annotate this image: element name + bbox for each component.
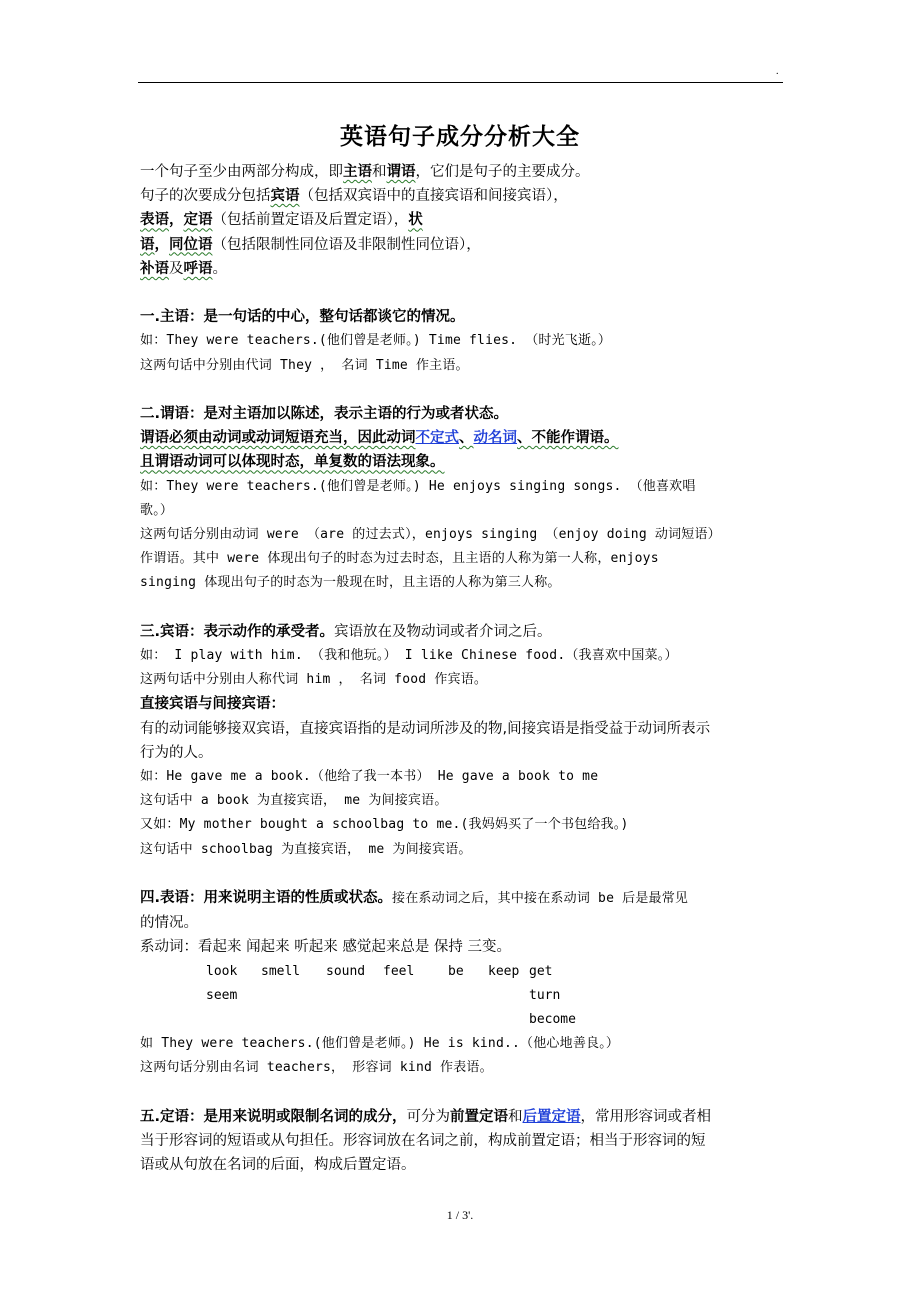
section-2-note-1: 这两句话分别由动词 were （are 的过去式），enjoys singing （enjoy doing 动词短语） xyxy=(140,527,721,543)
linking-verbs-row-1 xyxy=(140,960,782,984)
document-body xyxy=(140,160,782,1177)
section-2-example-1: 如：They were teachers.(他们曾是老师。) He enjoys singing songs. （他喜欢唱 xyxy=(140,478,696,494)
verb-seem: seem xyxy=(206,987,238,1003)
verb-get: get xyxy=(529,963,553,979)
postpositive-attributive-link[interactable]: 后置定语 xyxy=(522,1108,581,1125)
section-3-note-3: 这句话中 schoolbag 为直接宾语， me 为间接宾语。 xyxy=(140,841,472,857)
section-3-heading: 三.宾语：表示动作的承受者。宾语放在及物动词或者介词之后。 xyxy=(140,623,552,640)
section-1-heading: 一.主语：是一句话的中心，整句话都谈它的情况。 xyxy=(140,309,465,326)
section-3-subheading: 直接宾语与间接宾语： xyxy=(140,696,285,713)
intro-line-1: 一个句子至少由两部分构成，即主语和谓语，它们是句子的主要成分。 xyxy=(140,164,590,180)
section-5-para-2: 当于形容词的短语或从句担任。形容词放在名词之前，构成前置定语；相当于形容词的短 xyxy=(140,1133,706,1149)
verb-sound: sound xyxy=(326,963,366,979)
section-2-line-3: 且谓语动词可以体现时态，单复数的语法现象。 xyxy=(140,454,445,471)
section-2-line-2: 谓语必须由动词或动词短语充当，因此动词不定式、动名词、不能作谓语。 xyxy=(140,430,619,447)
linking-verbs-label: 系动词：看起来 闻起来 听起来 感觉起来总是 保持 三变。 xyxy=(140,939,512,956)
section-2-example-2: 歌。） xyxy=(140,502,174,518)
page-number: 1 / 3'. xyxy=(446,1208,474,1222)
section-4-heading: 四.表语：用来说明主语的性质或状态。接在系动词之后，其中接在系动词 be 后是最常见 xyxy=(140,890,689,907)
intro-line-2: 句子的次要成分包括宾语（包括双宾语中的直接宾语和间接宾语）， xyxy=(140,188,568,205)
infinitive-link[interactable]: 不定式 xyxy=(415,430,459,447)
section-5-para-3: 语或从句放在名词的后面，构成后置定语。 xyxy=(140,1157,416,1174)
section-5-heading: 五.定语：是用来说明或限制名词的成分，可分为前置定语和后置定语，常用形容词或者相 xyxy=(140,1108,712,1125)
section-3-example-2: 如：He gave me a book.（他给了我一本书） He gave a book to me xyxy=(140,769,599,785)
section-3-para-1: 有的动词能够接双宾语，直接宾语指的是动词所涉及的物,间接宾语是指受益于动词所表示 xyxy=(140,720,711,737)
verb-smell: smell xyxy=(261,963,301,979)
verb-turn: turn xyxy=(529,987,561,1003)
section-3-para-2: 行为的人。 xyxy=(140,744,213,761)
page-title: 英语句子成分分析大全 xyxy=(340,124,580,150)
section-3-example: 如： I play with him. （我和他玩。） I like Chinese food.（我喜欢中国菜。） xyxy=(140,648,678,664)
verb-look: look xyxy=(206,963,238,979)
linking-verbs-row-2 xyxy=(140,984,782,1008)
section-3-note-2: 这句话中 a book 为直接宾语， me 为间接宾语。 xyxy=(140,793,448,809)
header-rule xyxy=(138,82,783,83)
section-4-heading-cont: 的情况。 xyxy=(140,915,198,932)
gerund-link[interactable]: 动名词 xyxy=(473,430,517,447)
intro-line-4: 语，同位语（包括限制性同位语及非限制性同位语）， xyxy=(140,236,481,253)
verb-keep: keep xyxy=(488,963,520,979)
verb-become: become xyxy=(529,1012,576,1028)
section-4-example: 如 They were teachers.(他们曾是老师。) He is kind..（他心地善良。） xyxy=(140,1036,620,1052)
verb-feel: feel xyxy=(383,963,415,979)
intro-line-5: 补语及呼语。 xyxy=(140,260,227,277)
section-2-note-3: singing 体现出句子的时态为一般现在时，且主语的人称为第三人称。 xyxy=(140,575,561,591)
section-3-example-3: 又如：My mother bought a schoolbag to me.(我妈妈买了一个书包给我。) xyxy=(140,817,629,833)
verb-be: be xyxy=(448,963,464,979)
section-1-example: 如：They were teachers.(他们曾是老师。) Time flies. （时光飞逝。） xyxy=(140,333,612,349)
section-1-note: 这两句话中分别由代词 They ， 名词 Time 作主语。 xyxy=(140,357,469,373)
intro-line-3: 表语，定语（包括前置定语及后置定语），状 xyxy=(140,212,423,229)
section-4-note: 这两句话分别由名词 teachers， 形容词 kind 作表语。 xyxy=(140,1060,493,1076)
header-mark: . xyxy=(776,66,779,77)
section-2-note-2: 作谓语。其中 were 体现出句子的时态为过去时态，且主语的人称为第一人称，enjoys xyxy=(140,551,659,567)
section-3-note: 这两句话中分别由人称代词 him ， 名词 food 作宾语。 xyxy=(140,672,488,688)
linking-verbs-row-3 xyxy=(140,1008,782,1032)
section-2-heading: 二.谓语：是对主语加以陈述，表示主语的行为或者状态。 xyxy=(140,406,509,422)
